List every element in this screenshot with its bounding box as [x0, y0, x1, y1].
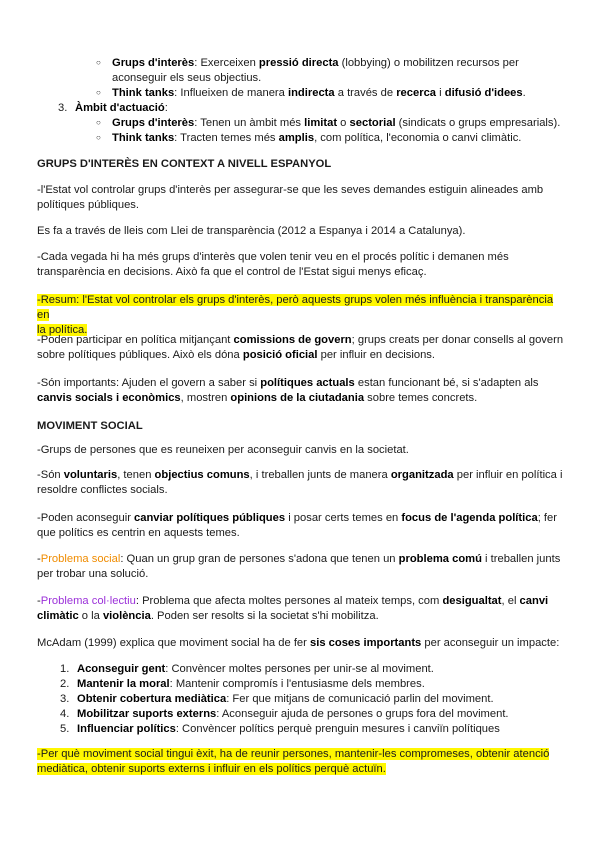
list-item-grups-interes-ambit: Grups d'interès: Tenen un àmbit més limitat o sectorial (sindicats o grups empresarials). — [112, 117, 561, 129]
highlighted-summary: -Resum: l'Estat vol controlar els grups d'interès, però aquests grups volen més influència i transparència en la política. — [37, 294, 554, 336]
section-heading-moviment-social: MOVIMENT SOCIAL — [37, 420, 143, 432]
list-item: Aconseguir gent: Convèncer moltes persones per unir-se al moviment. — [77, 663, 434, 675]
list-number: 3. — [58, 102, 68, 114]
bullet-icon: ○ — [96, 118, 101, 127]
paragraph: -l'Estat vol controlar grups d'interès per assegurar-se que les seves demandes estiguin alineades amb polítiques públiques. — [37, 184, 544, 211]
paragraph: -Cada vegada hi ha més grups d'interès que volen tenir veu en el procés polític i demanen més transparència en decisions. Això fa que el control de l'Estat sigui menys eficaç. — [37, 251, 509, 278]
list-number: 2. — [60, 678, 70, 690]
list-item: Obtenir cobertura mediàtica: Fer que mitjans de comunicació parlin del moviment. — [77, 693, 494, 705]
paragraph: -Grups de persones que es reuneixen per aconseguir canvis en la societat. — [37, 444, 409, 456]
bullet-icon: ○ — [96, 133, 101, 142]
list-item: Mantenir la moral: Mantenir compromís i l'entusiasme dels membres. — [77, 678, 425, 690]
list-item-continuation: aconseguir els seus objectius. — [112, 72, 262, 84]
list-item-think-tanks-ambit: Think tanks: Tracten temes més amplis, com política, l'economia o canvi climàtic. — [112, 132, 522, 144]
list-item-think-tanks-influeixen: Think tanks: Influeixen de manera indirecta a través de recerca i difusió d'idees. — [112, 87, 526, 99]
bullet-icon: ○ — [96, 58, 101, 67]
paragraph-problema-social: -Problema social: Quan un grup gran de persones s'adona que tenen un problema comú i treballen junts per trobar una solució. — [37, 553, 561, 580]
paragraph: -Són voluntaris, tenen objectius comuns, i treballen junts de manera organitzada per influir en política i resoldre conflictes socials. — [37, 469, 563, 496]
highlighted-conclusion: -Per què moviment social tingui èxit, ha de reunir persones, mantenir-les compromeses, obtenir atenció mediàtica, obtenir suports externs i influir en els polítics perquè actuïn. — [37, 748, 550, 775]
paragraph: -Poden participar en política mitjançant comissions de govern; grups creats per donar consells al govern sobre polítiques públiques. Això els dóna posició oficial per influir en decisions. — [37, 334, 564, 361]
list-number: 1. — [60, 663, 70, 675]
list-number: 5. — [60, 723, 70, 735]
list-number: 4. — [60, 708, 70, 720]
list-number: 3. — [60, 693, 70, 705]
paragraph: -Són importants: Ajuden el govern a saber si polítiques actuals estan funcionant bé, si s'adapten als canvis socials i econòmics, mostren opinions de la ciutadania sobre temes concrets. — [37, 377, 539, 404]
bullet-icon: ○ — [96, 88, 101, 97]
list-item-ambit-actuacio: Àmbit d'actuació: — [75, 102, 168, 114]
section-heading-grups-interes: GRUPS D'INTERÈS EN CONTEXT A NIVELL ESPANYOL — [37, 158, 332, 170]
list-item: Influenciar polítics: Convèncer polítics perquè prenguin mesures i canviïn polítiques — [77, 723, 500, 735]
paragraph-problema-collectiu: -Problema col·lectiu: Problema que afecta moltes persones al mateix temps, com desigualtat, el canvi climàtic o la violència. Poden ser resolts si la societat s'hi mobilitza. — [37, 595, 549, 622]
list-item: Mobilitzar suports externs: Aconseguir ajuda de persones o grups fora del moviment. — [77, 708, 509, 720]
paragraph: -Poden aconseguir canviar polítiques públiques i posar certs temes en focus de l'agenda política; fer que polítics es centrin en aquests temes. — [37, 512, 557, 539]
paragraph: Es fa a través de lleis com Llei de transparència (2012 a Espanya i 2014 a Catalunya). — [37, 225, 466, 237]
paragraph: McAdam (1999) explica que moviment social ha de fer sis coses importants per aconseguir un impacte: — [37, 637, 560, 649]
list-item-grups-interes-pressio: Grups d'interès: Exerceixen pressió directa (lobbying) o mobilitzen recursos per — [112, 57, 519, 69]
